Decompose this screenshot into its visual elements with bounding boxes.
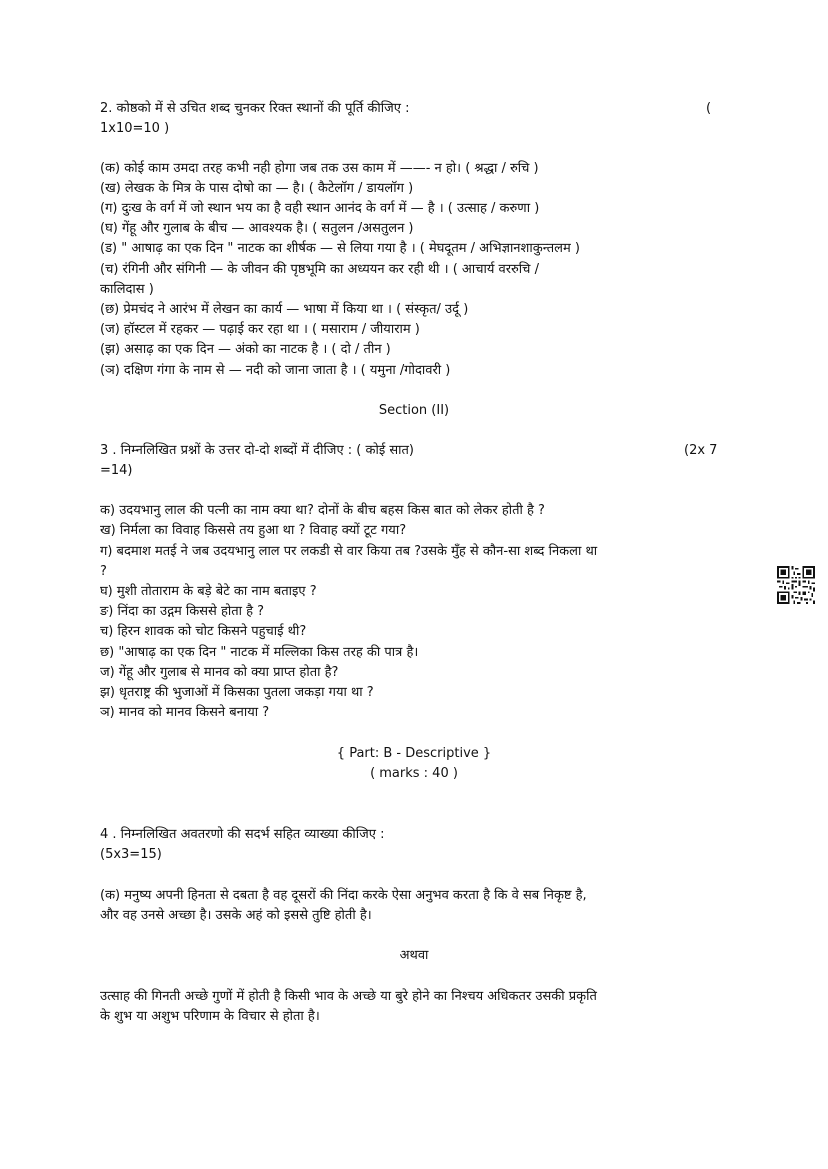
q3-marks-part2: =14) [100,463,133,478]
q3-item: छ) "आषाढ़ का एक दिन " नाटक में मल्लिका किस तरह की पात्र है। [100,645,419,660]
q2-item: (घ) गेंहू और गुलाब के बीच — आवश्यक है। ( सतुलन /असतुलन ) [100,221,414,236]
q2-item: (ग) दुःख के वर्ग में जो स्थान भय का है वही स्थान आनंद के वर्ग में — है । ( उत्साह / करुणा ) [100,201,540,216]
q2-marks: 1x10=10 ) [100,121,170,136]
q2-item: (ख) लेखक के मित्र के पास दोषो का — है। ( कैटेलॉग / डायलॉग ) [100,181,414,196]
q3-item: क) उदयभानु लाल की पत्नी का नाम क्या था? दोनों के बीच बहस किस बात को लेकर होती है ? [100,503,545,518]
q3-item: घ) मुशी तोताराम के बड़े बेटे का नाम बताइए ? [100,584,317,599]
section-title: Section (II) [378,403,450,418]
q2-item: (क) कोई काम उमदा तरह कभी नही होगा जब तक उस काम में ——- न हो। ( श्रद्धा / रुचि ) [100,161,539,176]
q2-item: (ज) हॉस्टल में रहकर — पढ़ाई कर रहा था । ( मसाराम / जीयाराम ) [100,322,420,337]
q3-heading: 3 . निम्नलिखित प्रश्नों के उत्तर दो-दो शब्दों में दीजिए : ( कोई सात) [100,443,414,458]
q4-heading: 4 . निम्नलिखित अवतरणो की सदर्भ सहित व्याख्या कीजिए : [100,827,385,842]
q4-passage-line: (क) मनुष्य अपनी हिनता से दबता है वह दूसरों की निंदा करके ऐसा अनुभव करता है कि वे सब निकृष्ट है, [100,888,587,903]
q2-item: (च) रंगिनी और संगिनी — के जीवन की पृष्ठभूमि का अध्ययन कर रही थी । ( आचार्य वररुचि / [100,262,539,277]
q3-item: ? [100,564,107,579]
q2-item: (छ) प्रेमचंद ने आरंभ में लेखन का कार्य — भाषा में किया था । ( संस्कृत/ उर्दू ) [100,302,469,317]
q3-item: च) हिरन शावक को चोट किसने पहुचाई थी? [100,624,307,639]
q3-item: ख) निर्मला का विवाह किससे तय हुआ था ? विवाह क्यों टूट गया? [100,523,407,538]
q2-heading: 2. कोष्ठको में से उचित शब्द चुनकर रिक्त स्थानों की पूर्ति कीजिए : [100,101,410,116]
q3-item: ङ) निंदा का उद्गम किससे होता है ? [100,604,265,619]
part-b-title: { Part: B - Descriptive } [336,746,492,761]
q2-item: (ड) " आषाढ़ का एक दिन " नाटक का शीर्षक — से लिया गया है । ( मेघदूतम / अभिज्ञानशाकुन्तलम ) [100,241,580,256]
q4-marks: (5x3=15) [100,847,162,862]
q3-item: झ) धृतराष्ट्र की भुजाओं में किसका पुतला जकड़ा गया था ? [100,685,374,700]
q3-marks-part1: (2x 7 [684,443,718,458]
q4-passage-line: के शुभ या अशुभ परिणाम के विचार से होता है। [100,1009,320,1024]
q2-item: (ञ) दक्षिण गंगा के नाम से — नदी को जाना जाता है । ( यमुना /गोदावरी ) [100,363,451,378]
q3-item: ञ) मानव को मानव किसने बनाया ? [100,705,270,720]
qr-code-icon [777,566,815,604]
q2-marks-open: ( [706,101,712,116]
q4-passage-line: उत्साह की गिनती अच्छे गुणों में होती है किसी भाव के अच्छे या बुरे होने का निश्चय अधिकतर उसकी प्रकृति [100,989,597,1004]
q2-item: (झ) असाढ़ का एक दिन — अंको का नाटक है । ( दो / तीन ) [100,342,391,357]
or-label: अथवा [399,948,429,963]
q4-passage-line: और वह उनसे अच्छा है। उसके अहं को इससे तुष्टि होती है। [100,908,372,923]
q3-item: ज) गेंहू और गुलाब से मानव को क्या प्राप्त होता है? [100,665,339,680]
q3-item: ग) बदमाश मतई ने जब उदयभानु लाल पर लकडी से वार किया तब ?उसके मुँह से कौन-सा शब्द निकला था [100,544,598,559]
q2-item: कालिदास ) [100,282,154,297]
part-b-marks: ( marks : 40 ) [370,766,458,781]
